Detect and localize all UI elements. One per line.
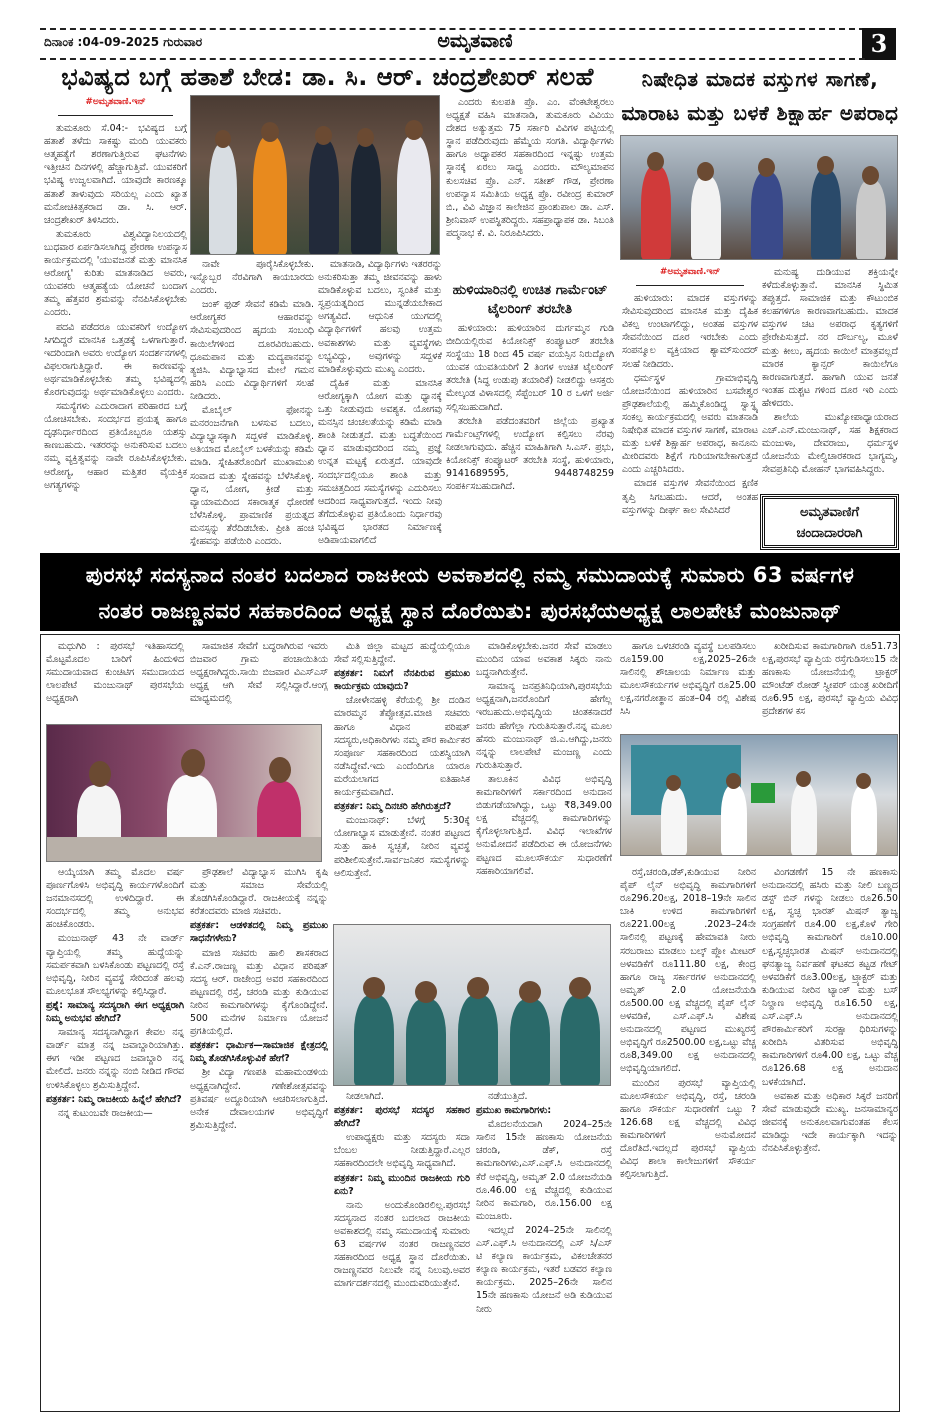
lead-headline-line-1: ಪುರಸಭೆ ಸದಸ್ಯನಾದ ನಂತರ ಬದಲಾದ ರಾಜಕೀಯ ಅವಕಾಶದಲ್ಲಿ ನಮ್ಮ ಸಮುದಾಯಕ್ಕೆ ಸುಮಾರು 63 ವರ್ಷಗಳ [85,563,855,587]
paragraph-list [476,640,612,878]
paragraph: ಹಾಗೂ ಒಳಚರಂಡಿ ವ್ಯವಸ್ಥೆ ಬಲಪಡಿಸಲು ರೂ159.00 ಲಕ್ಷ,2025–26ನೇ ಸಾಲಿನಲ್ಲಿ ಶೌಚಾಲಯ ನಿರ್ಮಾಣ ಮತ್ತು ಮೂಲಸೌಕರ್ಯಗಳ ಅಭಿವೃದ್ಧಿಗೆ ರೂ25.00 ಲಕ್ಷ,ನಗರೋತ್ಥಾನ ಹಂತ–04 ರಲ್ಲಿ ವಿಶೇಷ ಸಿಸಿ [620,641,756,718]
paragraph: ಪ್ರಮುಖ ಕಾಮಗಾರಿಗಳು: [476,1105,552,1117]
paragraph: ಸಾಮಾನ್ಯ ಸದಸ್ಯನಾಗಿದ್ದಾಗ ಕೇವಲ ನನ್ನ ವಾರ್ಡ್ ಮಾತ್ರ ನನ್ನ ಜವಾಬ್ದಾರಿಯಾಗಿತ್ತು. ಈಗ ಇಡೀ ಪಟ್ಟಣದ ಜವಾಬ್ದಾರಿ ನನ್ನ ಮೇಲಿದೆ. ಜನರು ನನ್ನನ್ನು ನಂಬಿ ನೀಡಿದ ಗೌರವ ಉಳಿಸಿಕೊಳ್ಳಲು ಶ್ರಮಿಸುತ್ತಿದ್ದೇನೆ. [46,1027,184,1091]
paragraph: ನಡೆಯುತ್ತಿದೆ. [488,1091,528,1102]
lead-photo-vehicle-launch [620,734,898,856]
paragraph-list [334,640,470,880]
paragraph: ಪತ್ರಕರ್ತ: ನಿಮ್ಮ ರಾಜಕೀಯ ಹಿನ್ನೆಲೆ ಹೇಗಿದೆ? [46,1093,182,1105]
lead-column-1b [46,866,184,1406]
story1-column-3 [318,258,442,546]
lead-photo-meeting [46,724,322,862]
paragraph: ನೀಡಲಾಗಿದೆ. [346,1091,384,1102]
paragraph: ತರಬೇತಿ ಪಡೆದಂತವರಿಗೆ ಜಿಲ್ಲೆಯ ಪ್ರಖ್ಯಾತ ಗಾರ್ಮೆಂಟ್ಸ್‌ಗಳಲ್ಲಿ ಉದ್ಯೋಗ ಕಲ್ಪಿಸಲು ನೆರವು ನೀಡಲಾಗುವುದು. ಹೆಚ್ಚಿನ ಮಾಹಿತಿಗಾಗಿ ಸಿ.ಎಸ್. ಪ್ರಭು, ಕಿಯೋನಿಕ್ಸ್ ಕಂಪ್ಯೂಟರ್ ತರಬೇತಿ ಸಂಸ್ಥೆ, ಹುಳಿಯಾರು, 9141689595, 9448748259 ಸಂಪರ್ಕಿಸಬಹುದಾಗಿದೆ. [446,415,614,493]
paragraph-list [622,292,758,517]
lead-column-2b [190,866,328,1406]
paragraph: ಪತ್ರಕರ್ತ: ಧಾರ್ಮಿಕ—ಸಾಮಾಜಿಕ ಕ್ಷೇತ್ರದಲ್ಲಿ ನಿಮ್ಮ ತೊಡಗಿಸಿಕೊಳ್ಳುವಿಕೆ ಹೇಗೆ? [190,1040,328,1065]
paragraph: ಆಯ್ಕೆಯಾಗಿ ತಮ್ಮ ಮೊದಲ ವರ್ಷ ಪೂರ್ಣಗೊಳಿಸಿ ಅಭಿವೃದ್ಧಿ ಕಾರ್ಯಗಳೊಂದಿಗೆ ಜನಮಾನಸದಲ್ಲಿ ಉಳಿದಿದ್ದಾರೆ. ಈ ಸಂದರ್ಭದಲ್ಲಿ ತಮ್ಮ ಅನುಭವ ಹಂಚಿಕೊಂಡರು. [46,867,184,931]
paragraph-list [446,96,614,240]
paragraph: ಸಾಮಾಜಿಕ ಸೇವೆಗೆ ಬದ್ಧರಾಗಿರುವ ಇವರು ಬಿಜವಾರ ಗ್ರಾಮ ಪಂಚಾಯಿತಿಯ ಅಧ್ಯಕ್ಷರಾಗಿದ್ದರು.ಸಾಯಿ ಬಿಜವಾರ ವಿಎಸ್‌ಎಸ್ ಅಧ್ಯಕ್ಷ ಆಗಿ ಸೇವೆ ಸಲ್ಲಿಸಿದ್ದಾರೆ.ಆಂಗ್ಲ ಮಾಧ್ಯಮದಲ್ಲಿ [190,641,328,705]
paragraph: ಪತ್ರಕರ್ತ: ಪುರಸಭೆ ಸದಸ್ಯರ ಸಹಕಾರ ಹೇಗಿದೆ? [334,1105,470,1130]
paragraph: ತುಮಕೂರು ವಿಶ್ವವಿದ್ಯಾನಿಲಯದಲ್ಲಿ ಬುಧವಾರ ಏರ್ಪಡಿಸಲಾಗಿದ್ದ ಪ್ರೇರಣಾ ಉಪನ್ಯಾಸ ಕಾರ್ಯಕ್ರಮದಲ್ಲಿ 'ಯುವಜನತೆ ಮತ್ತು ಮಾನಸಿಕ ಆರೋಗ್ಯ' ಕುರಿತು ಮಾತನಾಡಿದ ಅವರು, ಯುವಕರು ಆತ್ಮಹತ್ಯೆಯ ಯೋಚನೆ ಬಂದಾಗ ತಮ್ಮ ಹೆತ್ತವರ ಶ್ರಮವನ್ನು ನೆನಪಿಸಿಕೊಳ್ಳಬೇಕು ಎಂದರು. [44,228,187,319]
lead-photo-workers [333,924,611,1086]
paragraph-list [46,866,184,1120]
story2-headline: ಹುಳಿಯಾರಿನಲ್ಲಿ ಉಚಿತ ಗಾರ್ಮೆಂಟ್ ಟೈಲರಿಂಗ್ ತರಬೇತಿ [452,282,608,317]
paragraph: ಮನುಷ್ಯ ದುಡಿಯುವ ಶಕ್ತಿಯನ್ನೇ ಕಳೆದುಕೊಳ್ಳುತ್ತಾನೆ. ಮಾನಸಿಕ ಸ್ಥಿಮಿತ ತಪ್ಪುತ್ತದೆ. ಸಾಮಾಜಿಕ ಮತ್ತು ಕೌಟುಂಬಿಕ ಕಲಹಗಳಿಗೂ ಕಾರಣವಾಗಬಹುದು. ಮಾದಕ ವಸ್ತುಗಳ ಚಟ ಅಪರಾಧ ಕೃತ್ಯಗಳಿಗೆ ಪ್ರೇರೇಪಿಸುತ್ತದೆ. ನರ ದೌರ್ಬಲ್ಯ, ಮೂಳೆ ಮತ್ತು ಕೀಲು, ಹೃದಯ ಕಾಯಿಲೆ ಮಾತ್ರವಲ್ಲದೆ ಮಾರಕ ಕ್ಯಾನ್ಸರ್ ಕಾಯಿಲೆಗೂ ಕಾರಣವಾಗುತ್ತದೆ. ಹಾಗಾಗಿ ಯುವ ಜನತೆ ಇಂತಹ ದುಶ್ಚಟ ಗಳಿಂದ ದೂರ ಇರಿ ಎಂದು ಹೇಳಿದರು. [762,267,898,409]
story2 [446,278,614,546]
paragraph-list [762,640,898,719]
paragraph-list [762,866,898,1155]
story3-headline [620,62,900,130]
paragraph: ಖರೀದಿಸುವ ಕಾಮಗಾರಿಗಾಗಿ ರೂ51.73 ಲಕ್ಷ,ಪುರಸಭೆ ವ್ಯಾಪ್ತಿಯ ರಸ್ತೆಗುಡಿಸಲು15 ನೇ ಹಣಕಾಸು ಯೋಜನೆಯಲ್ಲಿ ಟ್ರಾಕ್ಟರ್ ಮೌಂಟೆಡ್ ರೋಡ್ ಸ್ವೀಪರ್ ಯಂತ್ರ ಖರೀದಿಗೆ ರೂ6.95 ಲಕ್ಷ, ಪುರಸಭೆ ವ್ಯಾಪ್ತಿಯ ವಿವಿಧ ಪ್ರದೇಶಗಳ ಕಸ [762,641,898,718]
paragraph: ತುಮಕೂರು ಸೆ.04:- ಭವಿಷ್ಯದ ಬಗ್ಗೆ ಹತಾಶೆ ತಳೆದು ಸಾಕಷ್ಟು ಮಂದಿ ಯುವಕರು ಆತ್ಮಹತ್ಯೆಗೆ ಶರಣಾಗುತ್ತಿರುವ ಘಟನೆಗಳು ಇತ್ತೀಚಿನ ದಿನಗಳಲ್ಲಿ ಹೆಚ್ಚಾಗುತ್ತಿವೆ. ಯುವಕರಿಗೆ ಭವಿಷ್ಯ ಉಜ್ವಲವಾಗಿದೆ. ಯಾವುದೇ ಕಾರಣಕ್ಕೂ ಹತಾಶೆ ತಾಳುವುದು ಸರಿಯಲ್ಲ ಎಂದು ಖ್ಯಾತ ಮನೋಚಿಕಿತ್ಸಕರಾದ ಡಾ. ಸಿ. ಆರ್. ಚಂದ್ರಶೇಖರ್ ತಿಳಿಸಿದರು. [44,123,187,226]
lead-column-4a [476,640,612,920]
subscribe-line-1: ಅಮೃತವಾಣಿಗೆ [799,505,860,520]
paragraph: ಸಮಸ್ಯೆಗಳು ಎದುರಾದಾಗ ಪರಿಹಾರದ ಬಗ್ಗೆ ಯೋಚಿಸಬೇಕು. ಸಂದರ್ಭದ ಪ್ರಯತ್ನ ಹಾಗೂ ದೃಢನಿರ್ಧಾರದಿಂದ ಪ್ರತಿಯೊಬ್ಬರೂ ಯಶಸ್ಸು ಕಾಣಬಹುದು. ಇತರರನ್ನು ಅನುಕರಿಸುವ ಬದಲು ನಮ್ಮ ವ್ಯಕ್ತಿತ್ವವನ್ನು ನಾವೇ ರೂಪಿಸಿಕೊಳ್ಳಬೇಕು. ಆರೋಗ್ಯ, ಆಹಾರ ಮತ್ತಿತರ ವೈಯಕ್ತಿಕ ಅಗತ್ಯಗಳನ್ನು [44,401,187,491]
story3-headline-line-2: ಮಾರಾಟ ಮತ್ತು ಬಳಕೆ ಶಿಕ್ಷಾರ್ಹ ಅಪರಾಧ [621,101,899,125]
lead-column-5b [620,866,756,1406]
paragraph: ಶ್ರೀ ವಿದ್ಯಾ ಗಣಪತಿ ಮಹಾಮಂಡಳಿಯ ಅಧ್ಯಕ್ಷನಾಗಿದ್ದೇನೆ. ಗಣೇಶೋತ್ಸವವನ್ನು ಪ್ರತಿವರ್ಷ ಅದ್ದೂರಿಯಾಗಿ ಆಚರಿಸಲಾಗುತ್ತಿದೆ. ಅನೇಕ ದೇವಾಲಯಗಳ ಅಭಿವೃದ್ಧಿಗೆ ಶ್ರಮಿಸುತ್ತಿದ್ದೇನೆ. [190,1067,328,1131]
lead-column-6a [762,640,898,730]
paragraph-list [190,258,314,546]
lead-column-2a [190,640,328,720]
paragraph-list [190,640,328,705]
paragraph: ಪತ್ರಕರ್ತ: ನಿಮ್ಮ ಮುಂದಿನ ರಾಜಕೀಯ ಗುರಿ ಏನು? [334,1172,470,1197]
story3-headline-line-1: ನಿಷೇಧಿತ ಮಾದಕ ವಸ್ತುಗಳ ಸಾಗಣೆ, [641,67,879,91]
paragraph: ನನ್ನ ಕುಟುಂಬವೇ ರಾಜಕೀಯ— [58,1107,153,1119]
paragraph: ಪತ್ರಕರ್ತ: ನಿಮ್ಮ ದಿನಚರಿ ಹೇಗಿರುತ್ತದೆ? [334,801,452,813]
story1-column-1 [44,96,187,546]
story1-column-4 [446,96,614,276]
paragraph: ಇದಲ್ಲದೆ 2024–25ನೇ ಸಾಲಿನಲ್ಲಿ ಎಸ್.ಎಫ್.ಸಿ ಅನುದಾನದಲ್ಲಿ ಎಸ್ ಸಿ/ಎಸ್ ಟಿ ಕಲ್ಯಾಣ ಕಾರ್ಯಕ್ರಮ, ವಿಕಲಚೇತನರ ಕಲ್ಯಾಣ ಕಾರ್ಯಕ್ರಮ, ಇತರೆ ಬಡವರ ಕಲ್ಯಾಣ ಕಾರ್ಯಕ್ರಮ. 2025–26ನೇ ಸಾಲಿನ 15ನೇ ಹಣಕಾಸು ಯೋಜನೆ ಅಡಿ ಕುಡಿಯುವ ನೀರು [476,1224,612,1315]
paragraph: ನಾವೇ ಪೂರೈಸಿಕೊಳ್ಳಬೇಕು. ಇನ್ನೊಬ್ಬರ ನೆರವಿಗಾಗಿ ಕಾಯಬಾರದು ಎಂದರು. [190,259,314,297]
story3-byline: #ಅಮೃತವಾಣಿ.ಇನ್ [636,266,744,286]
lead-headline-banner [40,553,900,631]
paragraph: ವಿಂಗಡಣೆಗೆ 15 ನೇ ಹಣಕಾಸು ಅನುದಾನದಲ್ಲಿ ಹಸಿರು ಮತ್ತು ನೀಲಿ ಬಣ್ಣದ ಡಸ್ಟ್ ಬಿನ್ ಗಳನ್ನು ನೀಡಲು ರೂ26.50 ಲಕ್ಷ, ಸ್ವಚ್ಛ ಭಾರತ್ ಮಿಷನ್ ತ್ಯಾಜ್ಯ ಸಂಗ್ರಹಣೆಗೆ ರೂ4.00 ಲಕ್ಷ,ಕೊಳೆ ಗೇರಿ ಅಭಿವೃದ್ಧಿ ಕಾಮಗಾರಿಗೆ ರೂ10.00 ಲಕ್ಷ,ಸ್ವಚ್ಛಭಾರತ ಮಿಷನ್ ಅನುದಾನದಲ್ಲಿ ಘನತ್ಯಾಜ್ಯ ನಿರ್ವಹಣೆ ಘಟಕದ ಕಟ್ಟಡ ಗೇಟ್ ಅಳವಡಿಕೆಗೆ ರೂ3.00ಲಕ್ಷ, ಟ್ರ್ಯಾಕ್ಟರ್ ಮತ್ತು ಕುಡಿಯುವ ನೀರಿನ ಟ್ಯಾಂಕ್ ಮತ್ತು ಬಸ್ ನಿಲ್ದಾಣ ಅಭಿವೃದ್ಧಿ ರೂ16.50 ಲಕ್ಷ, ಎಸ್.ಎಫ್.ಸಿ ಅನುದಾನದಲ್ಲಿ ಪೌರಕಾರ್ಮಿಕರಿಗೆ ಸುರಕ್ಷಾ ಧಿರಿಸುಗಳನ್ನು ಖರೀದಿಸಿ ವಿತರಿಸುವ ಅಭಿವೃದ್ಧಿ ಕಾಮಗಾರಿಗಳಿಗೆ ರೂ4.00 ಲಕ್ಷ, ಒಟ್ಟು ವೆಚ್ಚ ರೂ126.68 ಲಕ್ಷ ಅನುದಾನ ಬಳಕೆಯಾಗಿದೆ. [762,867,898,1088]
paragraph: ಪ್ರೌಢಶಾಲೆ ವಿದ್ಯಾಭ್ಯಾಸ ಮುಗಿಸಿ ಕೃಷಿ ಮತ್ತು ಸಮಾಜ ಸೇವೆಯಲ್ಲಿ ತೊಡಗಿಸಿಕೊಂಡಿದ್ದಾರೆ. ರಾಜಕೀಯಕ್ಕೆ ನನ್ನನ್ನು ಕರೆತಂದವರು ಮಾಜಿ ಸಚಿವರು. [190,867,328,918]
paragraph-list [46,640,184,705]
story3-column-1 [622,266,758,548]
paragraph: ಧರ್ಮಸ್ಥಳ ಗ್ರಾಮಾಭಿವೃದ್ಧಿ ಯೋಜನೆಯಿಂದ ಹುಳಿಯಾರಿನ ಬಸವೇಶ್ವರ ಪ್ರೌಢಶಾಲೆಯಲ್ಲಿ ಹಮ್ಮಿಕೊಂಡಿದ್ದ ಸ್ವಾಸ್ಥ್ಯ ಸಂಕಲ್ಪ ಕಾರ್ಯಕ್ರಮದಲ್ಲಿ ಅವರು ಮಾತನಾಡಿ ನಿಷೇಧಿತ ಮಾದಕ ವಸ್ತುಗಳ ಸಾಗಣೆ, ಮಾರಾಟ ಮತ್ತು ಬಳಕೆ ಶಿಕ್ಷಾರ್ಹ ಅಪರಾಧ, ಕಾನೂನು ಮೀರಿದವರು ಶಿಕ್ಷೆಗೆ ಗುರಿಯಾಗಬೇಕಾಗುತ್ತದೆ ಎಂದು ಎಚ್ಚರಿಸಿದರು. [622,372,758,476]
paragraph: ಜಂಕ್ ಫುಡ್ ಸೇವನೆ ಕಡಿಮೆ ಮಾಡಿ. ಆರೋಗ್ಯಕರ ಆಹಾರವನ್ನು ಸೇವಿಸುವುದರಿಂದ ಹೃದಯ ಸಂಬಂಧಿ ಕಾಯಿಲೆಗಳಿಂದ ದೂರವಿರಬಹುದು. ಧೂಮಪಾನ ಮತ್ತು ಮದ್ಯಪಾನವನ್ನು ತ್ಯಜಿಸಿ. ವಿದ್ಯಾಭ್ಯಾಸದ ಮೇಲೆ ಗಮನ ಹರಿಸಿ ಎಂದು ವಿದ್ಯಾರ್ಥಿಗಳಿಗೆ ಸಲಹೆ ನೀಡಿದರು. [190,299,314,402]
subscribe-box [762,496,897,548]
issue-date: ದಿನಾಂಕ :04-09-2025 ಗುರುವಾರ [44,35,203,49]
masthead: ಅಮೃತವಾಣಿ [437,30,513,52]
story1-column-2 [190,258,314,546]
paragraph: ಮಂಜುನಾಥ್ 43 ನೇ ವಾರ್ಡ್ ವ್ಯಾಪ್ತಿಯಲ್ಲಿ ತಮ್ಮ ಹುದ್ದೆಯನ್ನು ಸಮರ್ಪಕವಾಗಿ ಬಳಸಿಕೊಂಡು ಪಟ್ಟಣದಲ್ಲಿ ರಸ್ತೆ ಅಭಿವೃದ್ಧಿ, ನೀರಿನ ವ್ಯವಸ್ಥೆ ಸೇರಿದಂತೆ ಹಲವು ಮೂಲಭೂತ ಸೌಲಭ್ಯಗಳನ್ನು ಕಲ್ಪಿಸಿದ್ದಾರೆ. [46,933,184,997]
lead-column-5a [620,640,756,730]
story1-headline: ಭವಿಷ್ಯದ ಬಗ್ಗೆ ಹತಾಶೆ ಬೇಡ: ಡಾ. ಸಿ. ಆರ್. ಚಂದ್ರಶೇಖರ್ ಸಲಹೆ [61,63,594,91]
paragraph: ಪತ್ರಕರ್ತ: ನಿಮಗೆ ನೆನಪಿರುವ ಪ್ರಮುಖ ಕಾರ್ಯಕ್ರಮ ಯಾವುದು? [334,668,470,693]
lead-headline-line-2: ನಂತರ ರಾಜಣ್ಣನವರ ಸಹಕಾರದಿಂದ ಅಧ್ಯಕ್ಷ ಸ್ಥಾನ ದೊರೆಯಿತು: ಪುರಸಭೆಯಅಧ್ಯಕ್ಷ ಲಾಲಪೇಟೆ ಮಂಜುನಾಥ್ [98,599,842,623]
page-number: 3 [862,28,896,60]
paragraph: ಎಂದರು ಕುಲಪತಿ ಪ್ರೊ. ಎಂ. ವೆಂಕಟೇಶ್ವರಲು ಅಧ್ಯಕ್ಷತೆ ವಹಿಸಿ ಮಾತನಾಡಿ, ತುಮಕೂರು ವಿವಿಯು ದೇಶದ ಅತ್ಯುತ್ತಮ 75 ಸರ್ಕಾರಿ ವಿವಿಗಳ ಪಟ್ಟಿಯಲ್ಲಿ ಸ್ಥಾನ ಪಡೆದಿರುವುದು ಹೆಮ್ಮೆಯ ಸಂಗತಿ. ವಿದ್ಯಾರ್ಥಿಗಳು ಹಾಗೂ ಅಧ್ಯಾಪಕರ ಸಹಕಾರದಿಂದ ಇನ್ನಷ್ಟು ಉತ್ತಮ ಸ್ಥಾನಕ್ಕೆ ಏರಲು ಸಾಧ್ಯ ಎಂದರು. ಮೌಲ್ಯಮಾಪನ ಕುಲಸಚಿವ ಪ್ರೊ. ಎನ್. ಸತೀಶ್ ಗೌಡ, ಪ್ರೇರಣಾ ಉಪನ್ಯಾಸ ಸಮಿತಿಯ ಅಧ್ಯಕ್ಷ ಪ್ರೊ. ರವೀಂದ್ರ ಕುಮಾರ್ ಬಿ., ವಿವಿ ವಿಜ್ಞಾನ ಕಾಲೇಜಿನ ಪ್ರಾಂಶುಪಾಲ ಡಾ. ಎಸ್. ಶ್ರೀನಿವಾಸ್ ಉಪಸ್ಥಿತರಿದ್ದರು. ಸಹಪ್ರಾಧ್ಯಾಪಕ ಡಾ. ಸಿಬಂತಿ ಪದ್ಮನಾಭ ಕೆ. ವಿ. ನಿರೂಪಿಸಿದರು. [446,97,614,239]
paragraph-list [620,866,756,1181]
paragraph-list [620,640,756,719]
paragraph: ಮಧುಗಿರಿ : ಪುರಸಭೆ ಇತಿಹಾಸದಲ್ಲಿ ಮೊಟ್ಟಮೊದಲ ಬಾರಿಗೆ ಹಿಂದುಳಿದ ಸಮುದಾಯವಾದ ಕುಂಚಿಟಿಗ ಸಮುದಾಯದ ಲಾಲಪೇಟೆ ಮಂಜುನಾಥ್ ಪುರಸಭೆಯ ಅಧ್ಯಕ್ಷರಾಗಿ [46,641,184,705]
paragraph: ಹುಳಿಯಾರು: ಹುಳಿಯಾರಿನ ದುರ್ಗಮ್ಮನ ಗುಡಿ ಬೀದಿಯಲ್ಲಿರುವ ಕಿಯೋನಿಕ್ಸ್ ಕಂಪ್ಯೂಟರ್ ತರಬೇತಿ ಸಂಸ್ಥೆಯು 18 ರಿಂದ 45 ವರ್ಷ ವಯಸ್ಸಿನ ನಿರುದ್ಯೋಗಿ ಯುವಕ ಯುವತಿಯರಿಗೆ 2 ತಿಂಗಳ ಉಚಿತ ಟೈಲರಿಂಗ್ ತರಬೇತಿ (ಸಿದ್ಧ ಉಡುಪು ತಯಾರಿಕೆ) ನೀಡಲಿದ್ದು ಆಸಕ್ತರು ಮೇಲ್ಕಂಡ ವಿಳಾಸದಲ್ಲಿ ಸೆಪ್ಟೆಂಬರ್ 10 ರ ಒಳಗೆ ಅರ್ಜಿ ಸಲ್ಲಿಸಬಹುದಾಗಿದೆ. [446,323,614,413]
subscribe-line-2: ಚಂದಾದಾರರಾಗಿ [796,526,863,541]
paragraph: ಸಾಮಾನ್ಯ ಜನಪ್ರತಿನಿಧಿಯಾಗಿ,ಪುರಸಭೆಯ ಅಧ್ಯಕ್ಷನಾಗಿ,ಜನರೊಂದಿಗೆ ಹೇಗೆಲ್ಲ ಇರಬಹುದು.ಅಭಿವೃದ್ಧಿಯ ಚಿಂತಕನಾದರೆ ಜನರು ಹೇಗೆಲ್ಲಾ ಗುರುತಿಸುತ್ತಾರೆ.ನನ್ನ ಮೂಲ ಹೆಸರು ಮಂಜುನಾಥ್ ಜಿ.ಎ.ಆಗಿದ್ದು,ಜನರು ನನ್ನನ್ನು ಲಾಲಪೇಟೆ ಮಂಜಣ್ಣ ಎಂದು ಗುರುತಿಸುತ್ತಾರೆ. [476,681,612,771]
lead-column-3b [334,1090,470,1406]
paragraph: ಮಾಡಿಕೊಳ್ಳಬೇಕು.ಜನರ ಸೇವೆ ಮಾಡಲು ಮುಂದಿನ ಯಾವ ಅವಕಾಶ ಸಿಕ್ಕರು ನಾನು ಬದ್ಧನಾಗಿರುತ್ತೇನೆ. [476,641,612,679]
paragraph: ಉಪಾಧ್ಯಕ್ಷರು ಮತ್ತು ಸದಸ್ಯರು ಸದಾ ಬೆಂಬಲ ನೀಡುತ್ತಿದ್ದಾರೆ.ಎಲ್ಲರ ಸಹಕಾರದಿಂದಲೇ ಅಭಿವೃದ್ಧಿ ಸಾಧ್ಯವಾಗಿದೆ. [334,1132,470,1170]
paragraph: ಮಾತನಾಡಿ, ವಿದ್ಯಾರ್ಥಿಗಳು ಇತರರನ್ನು ಅನುಕರಿಸುತ್ತಾ ತಮ್ಮ ಜೀವನವನ್ನು ಹಾಳು ಮಾಡಿಕೊಳ್ಳುವ ಬದಲು, ಸ್ವಂತಿಕೆ ಮತ್ತು ಸ್ವಪ್ರಯತ್ನದಿಂದ ಮುನ್ನಡೆಯಬೇಕಾದ ಅಗತ್ಯವಿದೆ. ಆಧುನಿಕ ಯುಗದಲ್ಲಿ ವಿದ್ಯಾರ್ಥಿಗಳಿಗೆ ಹಲವು ಉತ್ತಮ ಅವಕಾಶಗಳು ಮತ್ತು ವ್ಯವಸ್ಥೆಗಳು ಲಭ್ಯವಿದ್ದು, ಅವುಗಳನ್ನು ಸದ್ಬಳಕೆ ಮಾಡಿಕೊಳ್ಳುವುದು ಮುಖ್ಯ ಎಂದರು. [318,259,442,375]
lead-column-3a [334,640,470,920]
paragraph-list [446,322,614,493]
paragraph: ಮಿತಿ ಜಿಲ್ಲಾ ಮಟ್ಟದ ಹುದ್ದೆಯಲ್ಲಿಯೂ ಸೇವೆ ಸಲ್ಲಿಸುತ್ತಿದ್ದೇನೆ. [334,641,470,666]
paragraph: ಮಂಜುನಾಥ್: ಬೆಳಗ್ಗೆ 5:30ಕ್ಕೆ ಯೋಗಾಭ್ಯಾಸ ಮಾಡುತ್ತೇನೆ. ನಂತರ ಪಟ್ಟಣದ ಸುತ್ತು ಹಾಕಿ ಸ್ವಚ್ಛತೆ, ನೀರಿನ ವ್ಯವಸ್ಥೆ ಪರಿಶೀಲಿಸುತ್ತೇನೆ.ಸಾರ್ವಜನಿಕರ ಸಮಸ್ಯೆಗಳನ್ನು ಆಲಿಸುತ್ತೇನೆ. [334,815,470,879]
paragraph: ಮಾದಕ ವಸ್ತುಗಳ ಸೇವನೆಯಿಂದ ಕ್ಷಣಿಕ ತೃಪ್ತಿ ಸಿಗಬಹುದು. ಆದರೆ, ಅಂತಹ ವಸ್ತುಗಳನ್ನು ದೀರ್ಘ ಕಾಲ ಸೇವಿಸಿದರೆ [622,478,758,516]
story3-column-2 [762,266,898,494]
paragraph: ರಸ್ತೆ,ಚರಂಡಿ,ಡೆಕ್,ಕುಡಿಯುವ ನೀರಿನ ಪೈಪ್ ಲೈನ್ ಅಭಿವೃದ್ಧಿ ಕಾಮಗಾರಿಗಳಿಗೆ ರೂ296.20ಲಕ್ಷ, 2018–19ನೇ ಸಾಲಿನ ಬಾಕಿ ಉಳಿದ ಕಾಮಗಾರಿಗಳಿಗೆ ರೂ221.00ಲಕ್ಷ .2023–24ನೇ ಸಾಲಿನಲ್ಲಿ ಪಟ್ಟಣಕ್ಕೆ ಹೇಮಾವತಿ ನೀರು ಸರಬರಾಜು ಮಾಡಲು ಬಲ್ಕ್ ಪ್ಲೋ ಮೀಟರ್ ಅಳವಡಿಕೆಗೆ ರೂ111.80 ಲಕ್ಷ, ಕೇಂದ್ರ ಹಾಗೂ ರಾಜ್ಯ ಸರ್ಕಾರಗಳ ಅನುದಾನದಲ್ಲಿ ಅಮೃತ್ 2.0 ಯೋಜನೆಯಡಿ ರೂ500.00 ಲಕ್ಷ ವೆಚ್ಚದಲ್ಲಿ ಪೈಪ್ ಲೈನ್ ಅಳವಡಿಕೆ, ಎಸ್.ಎಫ್.ಸಿ ವಿಶೇಷ ಅನುದಾನದಲ್ಲಿ ಪಟ್ಟಣದ ಮುಖ್ಯರಸ್ತೆ ಅಭಿವೃದ್ಧಿಗೆ ರೂ2500.00 ಲಕ್ಷ,ಒಟ್ಟು ವೆಚ್ಚ ರೂ8,349.00 ಲಕ್ಷ ಅನುದಾನದಲ್ಲಿ ಅಭಿವೃದ್ಧಿಯಾಗಲಿದೆ. [620,867,756,1075]
paragraph: ಶಾಲೆಯ ಮುಖ್ಯೋಪಾಧ್ಯಾಯರಾದ ಎಚ್.ಎನ್.ಮಂಜುನಾಥ್, ಸಹ ಶಿಕ್ಷಕರಾದ ಮಂಜುಳಾ, ದೇವರಾಜು, ಧರ್ಮಸ್ಥಳ ಯೋಜನೆಯ ಮೇಲ್ವಿಚಾರಕರಾದ ಭಾಗ್ಯಮ್ಮ, ಸೇವಪ್ರತಿನಿಧಿ ಮೋಹನ್ ಭಾಗವಹಿಸಿದ್ದರು. [762,412,898,476]
paragraph: ಚೋಳೇನಹಳ್ಳಿ ಕೆರೆಯಲ್ಲಿ ಶ್ರೀ ದಂಡಿನ ಮಾರಮ್ಮನ ತೆಪ್ಪೋತ್ಸವ.ಮಾಜಿ ಸಚಿವರು ಹಾಗೂ ವಿಧಾನ ಪರಿಷತ್ ಸದಸ್ಯರು,ಅಧಿಕಾರಿಗಳು ನಮ್ಮ ಪೌರ ಕಾರ್ಮಿಕರ ಸಂಪೂರ್ಣ ಸಹಕಾರದಿಂದ ಯಶಸ್ವಿಯಾಗಿ ನಡೆಸಿದ್ದೇವೆ.ಇದು ಎಂದೆಂದಿಗೂ ಯಾರೂ ಮರೆಯಲಾಗದ ಐತಿಹಾಸಿಕ ಕಾರ್ಯಕ್ರಮವಾಗಿದೆ. [334,695,470,799]
paragraph: ದೈಹಿಕ ಮತ್ತು ಮಾನಸಿಕ ಆರೋಗ್ಯಕ್ಕಾಗಿ ಯೋಗ ಮತ್ತು ಧ್ಯಾನಕ್ಕೆ ಒತ್ತು ನೀಡುವುದು ಅವಶ್ಯಕ. ಯೋಗವು ಮನಸ್ಸಿನ ಚಂಚಲತೆಯನ್ನು ಕಡಿಮೆ ಮಾಡಿ ಶಾಂತಿ ನೀಡುತ್ತದೆ. ಮತ್ತು ಬದ್ಧತೆಯಿಂದ ಧ್ಯಾನ ಮಾಡುವುದರಿಂದ ನಮ್ಮ ಪ್ರಜ್ಞೆ ಉನ್ನತ ಮಟ್ಟಕ್ಕೆ ಏರುತ್ತದೆ. ಯಾವುದೇ ಸಂದರ್ಭದಲ್ಲಿಯೂ ಶಾಂತಿ ಮತ್ತು ಸಮಚಿತ್ತದಿಂದ ಸಮಸ್ಯೆಗಳನ್ನು ಎದುರಿಸಲು ಆದರಿಂದ ಸಾಧ್ಯವಾಗುತ್ತದೆ. ಇಂದು ನೀವು ತೆಗೆದುಕೊಳ್ಳುವ ಪ್ರತಿಯೊಂದು ನಿರ್ಧಾರವು ಭವಿಷ್ಯದ ಭಾರತದ ನಿರ್ಮಾಣಕ್ಕೆ ಅಡಿಪಾಯವಾಗಲಿದೆ [318,377,442,546]
story3-photo-students [620,135,898,260]
paragraph: ತಾಲೂಕಿನ ವಿವಿಧ ಅಭಿವೃದ್ಧಿ ಕಾಮಗಾರಿಗಳಿಗೆ ಸರ್ಕಾರದಿಂದ ಅನುದಾನ ಬಿಡುಗಡೆಯಾಗಿದ್ದು, ಒಟ್ಟು ₹8,349.00 ಲಕ್ಷ ವೆಚ್ಚದಲ್ಲಿ ಕಾಮಗಾರಿಗಳನ್ನು ಕೈಗೊಳ್ಳಲಾಗುತ್ತಿದೆ. ವಿವಿಧ ಇಲಾಖೆಗಳ ಅನುಮೋದನೆ ಪಡೆದಿರುವ ಈ ಯೋಜನೆಗಳು ಪಟ್ಟಣದ ಮೂಲಸೌಕರ್ಯ ಸುಧಾರಣೆಗೆ ಸಹಕಾರಿಯಾಗಲಿವೆ. [476,773,612,877]
paragraph: ನಾನು ಅಂದುಕೊಂಡಿರಲಿಲ್ಲ.ಪುರಸಭೆ ಸದಸ್ಯನಾದ ನಂತರ ಬದಲಾದ ರಾಜಕೀಯ ಅವಕಾಶದಲ್ಲಿ ನಮ್ಮ ಸಮುದಾಯಕ್ಕೆ ಸುಮಾರು 63 ವರ್ಷಗಳ ನಂತರ ರಾಜಣ್ಣನವರ ಸಹಕಾರದಿಂದ ಅಧ್ಯಕ್ಷ ಸ್ಥಾನ ದೊರೆಯಿತು. ರಾಜಣ್ಣನವರ ನಿಲುವೇ ನನ್ನ ನಿಲುವು.ಅವರ ಮಾರ್ಗದರ್ಶನದಲ್ಲಿ ಮುಂದುವರಿಯುತ್ತೇನೆ. [334,1199,470,1290]
paragraph: ಅವಕಾಶ ಮತ್ತು ಅಧಿಕಾರ ಸಿಕ್ಕರೆ ಜನರಿಗೆ ಸೇವೆ ಮಾಡುವುದೇ ಮುಖ್ಯ. ಜನಸಾಮಾನ್ಯರ ಜೀವನಕ್ಕೆ ಅನುಕೂಲವಾಗುವಂತಹ ಕೆಲಸ ಮಾಡಿದ್ದು ಇದೇ ಕಾರ್ಯಕ್ಕಾಗಿ ಇದನ್ನು ನೆನಪಿಸಿಕೊಳ್ಳುತ್ತೇನೆ. [762,1090,898,1154]
story1-photo-event [190,95,440,255]
paragraph: ಪ್ರಶ್ನೆ: ಸಾಮಾನ್ಯ ಸದಸ್ಯರಾಗಿ ಈಗ ಅಧ್ಯಕ್ಷರಾಗಿ ನಿಮ್ಮ ಅನುಭವ ಹೇಗಿದೆ? [46,999,184,1025]
paragraph: ಮೊದಲನೆಯದಾಗಿ 2024–25ನೇ ಸಾಲಿನ 15ನೇ ಹಣಕಾಸು ಯೋಜನೆಯ ಚರಂಡಿ, ಡೆಕ್, ರಸ್ತೆ ಕಾಮಗಾರಿಗಳು,ಎಸ್.ಎಫ್.ಸಿ ಅನುದಾನದಲ್ಲಿ ಕೆರೆ ಅಭಿವೃದ್ಧಿ, ಅಮೃತ್ 2.0 ಯೋಜನೆಯಡಿ ರೂ.46.00 ಲಕ್ಷ ವೆಚ್ಚದಲ್ಲಿ ಕುಡಿಯುವ ನೀರಿನ ಕಾಮಗಾರಿ, ರೂ.156.00 ಲಕ್ಷ ಮಂಜೂರು. [476,1119,612,1222]
paragraph-list [190,866,328,1132]
lead-column-4b [476,1090,612,1406]
paragraph: ಪತ್ರಕರ್ತ: ಆಡಳಿತದಲ್ಲಿ ನಿಮ್ಮ ಪ್ರಮುಖ ಸಾಧನೆಗಳೇನು? [190,920,328,945]
paragraph-list [762,266,898,477]
paragraph: ಮೊಬೈಲ್ ಫೋನನ್ನು ಮನರಂಜನೆಗಾಗಿ ಬಳಸುವ ಬದಲು, ವಿದ್ಯಾಭ್ಯಾಸಕ್ಕಾಗಿ ಸದ್ಬಳಕೆ ಮಾಡಿಕೊಳ್ಳಿ. ಅತಿಯಾದ ಮೊಬೈಲ್ ಬಳಕೆಯನ್ನು ಕಡಿಮೆ ಮಾಡಿ. ಸ್ನೇಹಿತರೊಂದಿಗೆ ಮುಖಾಮುಖಿ ಸಂವಾದ ಮತ್ತು ಸ್ನೇಹವನ್ನು ಬೆಳೆಸಿಕೊಳ್ಳಿ. ಧ್ಯಾನ, ಯೋಗ, ಕ್ರೀಡೆ ಮತ್ತು ವ್ಯಾಯಾಮದಿಂದ ಸಕಾರಾತ್ಮಕ ಧೋರಣೆ ಬೆಳೆಸಿಕೊಳ್ಳಿ. ಪ್ರಾಮಾಣಿಕ ಪ್ರಯತ್ನದ ಮನಸ್ಸನ್ನು ತೆರೆದಿಡಬೇಕು. ಪ್ರೀತಿ ಹಂಚಿ ಸ್ನೇಹವನ್ನು ಪಡೆಯಿರಿ ಎಂದರು. [190,405,314,546]
paragraph-list [476,1090,612,1316]
paragraph-list [318,258,442,546]
paragraph: ಪದವಿ ಪಡೆದರೂ ಯುವಕರಿಗೆ ಉದ್ಯೋಗ ಸಿಗದಿದ್ದರೆ ಮಾನಸಿಕ ಒತ್ತಡಕ್ಕೆ ಒಳಗಾಗುತ್ತಾರೆ. ಇದರಿಂದಾಗಿ ಅವರು ಉದ್ಯೋಗ ಸಂದರ್ಶನಗಳಲ್ಲಿ ವಿಫಲರಾಗುತ್ತಿದ್ದಾರೆ. ಈ ಕಾರಣವನ್ನು ಅರ್ಥಮಾಡಿಕೊಳ್ಳಬೇಕು ತಮ್ಮ ಭವಿಷ್ಯದಲ್ಲಿ ಕೊರಗುವುದನ್ನು ಅರ್ಥಮಾಡಿಕೊಳ್ಳಲು ಎಂದರು. [44,321,187,398]
lead-column-6b [762,866,898,1406]
paragraph-list [44,122,187,492]
paragraph: ಮಾಜಿ ಸಚಿವರು ಹಾಲಿ ಶಾಸಕರಾದ ಕೆ.ಎನ್.ರಾಜಣ್ಣ ಮತ್ತು ವಿಧಾನ ಪರಿಷತ್ ಸದಸ್ಯ ಆರ್. ರಾಜೇಂದ್ರ ಅವರ ಸಹಕಾರದಿಂದ ಪಟ್ಟಣದಲ್ಲಿ ರಸ್ತೆ, ಚರಂಡಿ ಮತ್ತು ಕುಡಿಯುವ ನೀರಿನ ಕಾಮಗಾರಿಗಳನ್ನು ಕೈಗೊಂಡಿದ್ದೇನೆ. 500 ಮನೆಗಳ ನಿರ್ಮಾಣ ಯೋಜನೆ ಪ್ರಗತಿಯಲ್ಲಿದೆ. [190,947,328,1038]
paragraph: ಹುಳಿಯಾರು: ಮಾದಕ ವಸ್ತುಗಳನ್ನು ಸೇವಿಸುವುದರಿಂದ ಮಾನಸಿಕ ಮತ್ತು ದೈಹಿಕ ವಿಕಲ್ಪ ಉಂಟಾಗಲಿದ್ದು, ಅಂತಹ ವಸ್ತುಗಳ ಸೇವನೆಯಿಂದ ದೂರ ಇರಬೇಕು ಎಂದು ಸಂಪನ್ಮೂಲ ವ್ಯಕ್ತಿಯಾದ ಶ್ಯಾಮ್‌ಸುಂದರ್ ಸಲಹೆ ನೀಡಿದರು. [622,293,758,370]
lead-column-1a [46,640,184,720]
paragraph-list [334,1090,470,1290]
story1-byline: #ಅಮೃತವಾಣಿ.ಇನ್ [58,96,173,116]
header-rule [40,58,865,60]
paragraph: ಮುಂದಿನ ಪುರಸಭೆ ವ್ಯಾಪ್ತಿಯಲ್ಲಿ ಮೂಲಸೌಕರ್ಯ ಅಭಿವೃದ್ಧಿ, ರಸ್ತೆ, ಚರಂಡಿ ಹಾಗೂ ಸೌಕರ್ಯ ಸುಧಾರಣೆಗೆ ಒಟ್ಟು ?126.68 ಲಕ್ಷ ವೆಚ್ಚದಲ್ಲಿ ವಿವಿಧ ಕಾಮಗಾರಿಗಳಿಗೆ ಅನುಮೋದನೆ ದೊರೆತಿದೆ.ಇದಲ್ಲದೆ ಪುರಸಭೆ ವ್ಯಾಪ್ತಿಯ ವಿವಿಧ ಶಾಲಾ ಕಾಲೇಜುಗಳಿಗೆ ಸೌಕರ್ಯ ಕಲ್ಪಿಸಲಾಗುತ್ತಿದೆ. [620,1077,756,1181]
